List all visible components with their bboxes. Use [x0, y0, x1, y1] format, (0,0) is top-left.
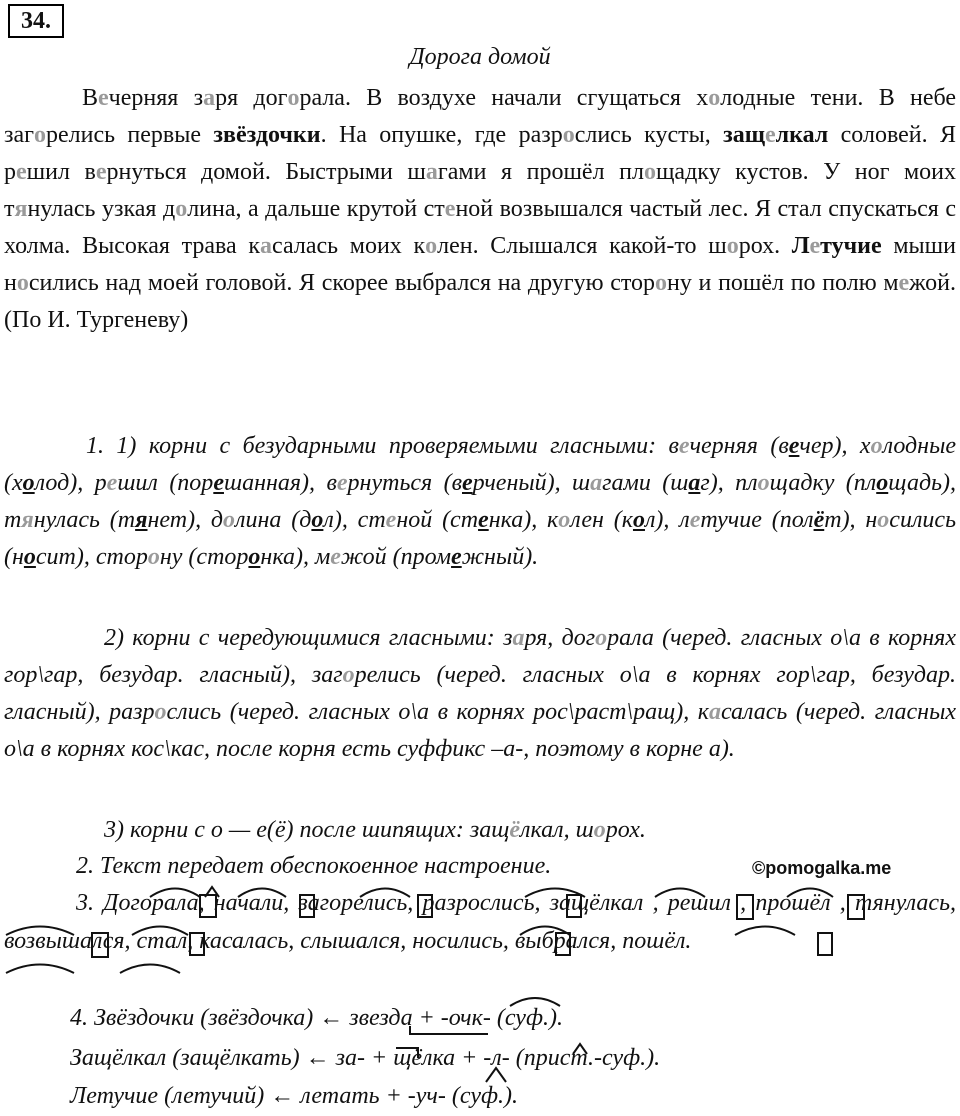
highlighted-vowel: е — [765, 122, 776, 148]
text-segment: релись первые — [45, 122, 214, 148]
text-segment: В — [82, 85, 99, 111]
check-vowel: о — [248, 544, 261, 570]
text-segment: жный). — [461, 544, 539, 570]
text-segment: мыши н — [4, 233, 956, 296]
check-vowel: я — [135, 507, 148, 533]
text-segment: лодные тени. В небе заг — [4, 85, 957, 148]
text-segment: ной возвышался частый лес. Я стал спускаться с холма. Высокая трава к — [4, 196, 956, 259]
text-segment: ной (ст — [396, 507, 479, 533]
highlighted-vowel: е — [16, 159, 27, 185]
text-segment: жой. (По И. Тургеневу) — [4, 270, 956, 333]
highlighted-vowel: е — [330, 544, 341, 570]
text-segment: щадь), т — [4, 470, 957, 533]
text-segment: сит), стор — [35, 544, 148, 570]
highlighted-vowel: о — [595, 625, 608, 651]
highlighted-vowel: я — [14, 196, 28, 222]
text-segment: нулась узкая д — [27, 196, 176, 222]
highlighted-vowel: е — [678, 433, 690, 459]
exercise-text — [4, 80, 956, 339]
check-vowel: о — [876, 470, 889, 496]
highlighted-vowel: о — [33, 122, 46, 148]
text-segment: релись (черед. гласных о\а в корнях гор\гар, безудар. гласный), разр — [4, 662, 956, 725]
highlighted-vowel: о — [147, 544, 160, 570]
highlighted-vowel: о — [16, 270, 29, 296]
bold-word: тучие — [820, 233, 882, 259]
answer-roots-checked — [4, 428, 956, 576]
text-segment: лкал, ш — [520, 817, 594, 843]
bold-word: лкал — [775, 122, 829, 148]
highlighted-vowel: о — [562, 122, 575, 148]
answer-4 — [70, 1000, 950, 1037]
text-segment: шанная), в — [223, 470, 337, 496]
bold-word: защ — [723, 122, 765, 148]
check-vowel: о — [311, 507, 324, 533]
answer-word-formation-3: Летучие (летучий) ← летать + -уч- (суф.). — [70, 1083, 519, 1109]
highlighted-vowel: а — [708, 699, 721, 725]
text-segment: салась (черед. гласных о\а в корнях кос\кас, после корня есть суффикс –а-, поэтому в корне а). — [4, 699, 956, 762]
text-segment: соловей. Я р — [4, 122, 956, 185]
highlighted-vowel: е — [385, 507, 397, 533]
answer-verbs-list: 3. Догорала, начали, загорелись, разрослись, защёлкал , решил , прошёл , тянулась, возвышался, стал, касалась, слышался, носились, выбрался, пошёл. — [4, 890, 956, 954]
text-segment: 3) корни с о — е(ё) после шипящих: защ — [104, 817, 510, 843]
text-segment: салась моих к — [272, 233, 426, 259]
highlighted-vowel: а — [590, 470, 603, 496]
highlighted-vowel: е — [98, 85, 109, 111]
root-arc-mark — [120, 965, 180, 974]
text-segment: рох. — [738, 233, 792, 259]
text-segment: лен. Слышался какой-то ш — [437, 233, 727, 259]
highlighted-vowel: о — [870, 433, 883, 459]
text-segment: лина (д — [235, 507, 312, 533]
highlighted-vowel: ё — [509, 817, 521, 843]
highlighted-vowel: о — [655, 270, 668, 296]
highlighted-vowel: о — [726, 233, 739, 259]
text-segment: нет), д — [147, 507, 224, 533]
answer-1-2 — [4, 620, 956, 768]
text-paragraph — [4, 80, 956, 339]
highlighted-vowel: е — [106, 470, 118, 496]
answer-4c — [70, 1078, 950, 1115]
text-segment: рала (черед. гласных о\а в корнях гор\гар, безудар. гласный), заг — [4, 625, 956, 688]
check-vowel: е — [788, 433, 800, 459]
highlighted-vowel: е — [336, 470, 348, 496]
highlighted-vowel: е — [898, 270, 910, 296]
check-vowel: е — [478, 507, 489, 533]
answer-word-formation-1 — [70, 1000, 950, 1037]
highlighted-vowel: а — [260, 233, 273, 259]
text-segment: чер), х — [799, 433, 871, 459]
text-segment: 4. Звёздочки (звёздочка) ← — [70, 1005, 350, 1031]
highlighted-vowel: о — [175, 196, 188, 222]
text-segment: лина, а дальше крутой ст — [187, 196, 445, 222]
text-segment: шил в — [26, 159, 96, 185]
bold-word: Л — [791, 233, 810, 259]
highlighted-vowel: е — [689, 507, 701, 533]
text-segment: - (суф.). — [482, 1005, 563, 1031]
text-segment: г), пл — [700, 470, 758, 496]
check-vowel: о — [632, 507, 645, 533]
text-segment: щадку (пл — [769, 470, 877, 496]
text-segment: жой (пром — [340, 544, 452, 570]
highlighted-vowel: о — [593, 817, 606, 843]
text-segment: рох. — [605, 817, 646, 843]
bold-word: звёздочки — [213, 122, 321, 148]
answer-3 — [4, 884, 956, 960]
text-segment: л), ст — [323, 507, 386, 533]
text-segment: . На опушке, где разр — [320, 122, 563, 148]
text-segment: 2) корни с чередующимися гласными: з — [104, 625, 513, 651]
text-segment: 1. 1) корни с безударными проверяемыми гласными: в — [86, 433, 679, 459]
answer-roots-sibilant — [4, 812, 956, 849]
text-segment: лод), р — [34, 470, 107, 496]
highlighted-vowel: а — [425, 159, 438, 185]
text-segment: шил (пор — [117, 470, 214, 496]
text-segment: рнуться (в — [347, 470, 462, 496]
highlighted-vowel: о — [425, 233, 438, 259]
text-segment: л), л — [644, 507, 690, 533]
text-segment: рала. В воздухе начали сгущаться х — [299, 85, 709, 111]
highlighted-vowel: а — [512, 625, 525, 651]
text-segment: черняя з — [108, 85, 204, 111]
text-segment: гами (ш — [602, 470, 689, 496]
text-title: Дорога домой — [409, 44, 551, 70]
check-vowel: е — [451, 544, 462, 570]
text-segment: рнуться домой. Быстрыми ш — [106, 159, 426, 185]
highlighted-vowel: о — [342, 662, 355, 688]
check-vowel: е — [462, 470, 473, 496]
answer-4b — [70, 1040, 950, 1077]
text-segment: лен (к — [570, 507, 633, 533]
answer-1-1 — [4, 428, 956, 576]
check-vowel: а — [688, 470, 701, 496]
text-segment: слись кусты, — [574, 122, 724, 148]
text-segment: гами я прошёл пл — [437, 159, 644, 185]
highlighted-vowel: а — [203, 85, 216, 111]
check-vowel: о — [22, 470, 35, 496]
highlighted-vowel: о — [877, 507, 890, 533]
check-vowel: о — [23, 544, 36, 570]
text-segment: сились (н — [4, 507, 956, 570]
highlighted-vowel: е — [444, 196, 456, 222]
text-segment: нулась (т — [33, 507, 136, 533]
highlighted-vowel: о — [708, 85, 721, 111]
text-segment: звезда — [349, 1005, 413, 1031]
highlighted-vowel: я — [21, 507, 34, 533]
text-segment: рченый), ш — [472, 470, 591, 496]
text-segment: тучие (пол — [700, 507, 814, 533]
answer-word-formation-2: Защёлкал (защёлкать) ← за- + щёлка + -л- (прист.-суф.). — [70, 1045, 661, 1071]
text-segment: ря, дог — [524, 625, 596, 651]
exercise-number: 34. — [8, 4, 64, 38]
text-segment: ну (стор — [159, 544, 249, 570]
highlighted-vowel: о — [558, 507, 571, 533]
watermark: ©pomogalka.me — [752, 858, 892, 878]
answer-mood: 2. Текст передает обеспокоенное настроение. — [76, 853, 552, 879]
text-segment: т), н — [824, 507, 878, 533]
text-segment: сились над моей головой. Я скорее выбрался на другую стор — [28, 270, 656, 296]
check-vowel: ё — [813, 507, 825, 533]
highlighted-vowel: о — [757, 470, 770, 496]
text-segment: ря дог — [215, 85, 288, 111]
highlighted-vowel: о — [643, 159, 656, 185]
root-arc-mark — [6, 965, 74, 974]
text-segment: черняя (в — [689, 433, 789, 459]
text-segment: очк — [448, 1005, 483, 1031]
answer-1-3 — [4, 812, 956, 849]
highlighted-vowel: о — [287, 85, 300, 111]
check-vowel: е — [213, 470, 224, 496]
text-segment: нка), к — [488, 507, 559, 533]
highlighted-vowel: о — [154, 699, 167, 725]
text-segment: + - — [412, 1005, 449, 1031]
text-segment: щадку кустов. У ног моих т — [4, 159, 957, 222]
text-segment: нка), м — [260, 544, 331, 570]
text-segment: ну и пошёл по полю м — [667, 270, 899, 296]
answer-roots-alternating — [4, 620, 956, 768]
highlighted-vowel: о — [223, 507, 236, 533]
highlighted-vowel: е — [809, 233, 821, 259]
text-segment: слись (черед. гласных о\а в корнях рос\раст\ращ), к — [166, 699, 709, 725]
highlighted-vowel: е — [95, 159, 107, 185]
text-segment: лодные (х — [4, 433, 956, 496]
